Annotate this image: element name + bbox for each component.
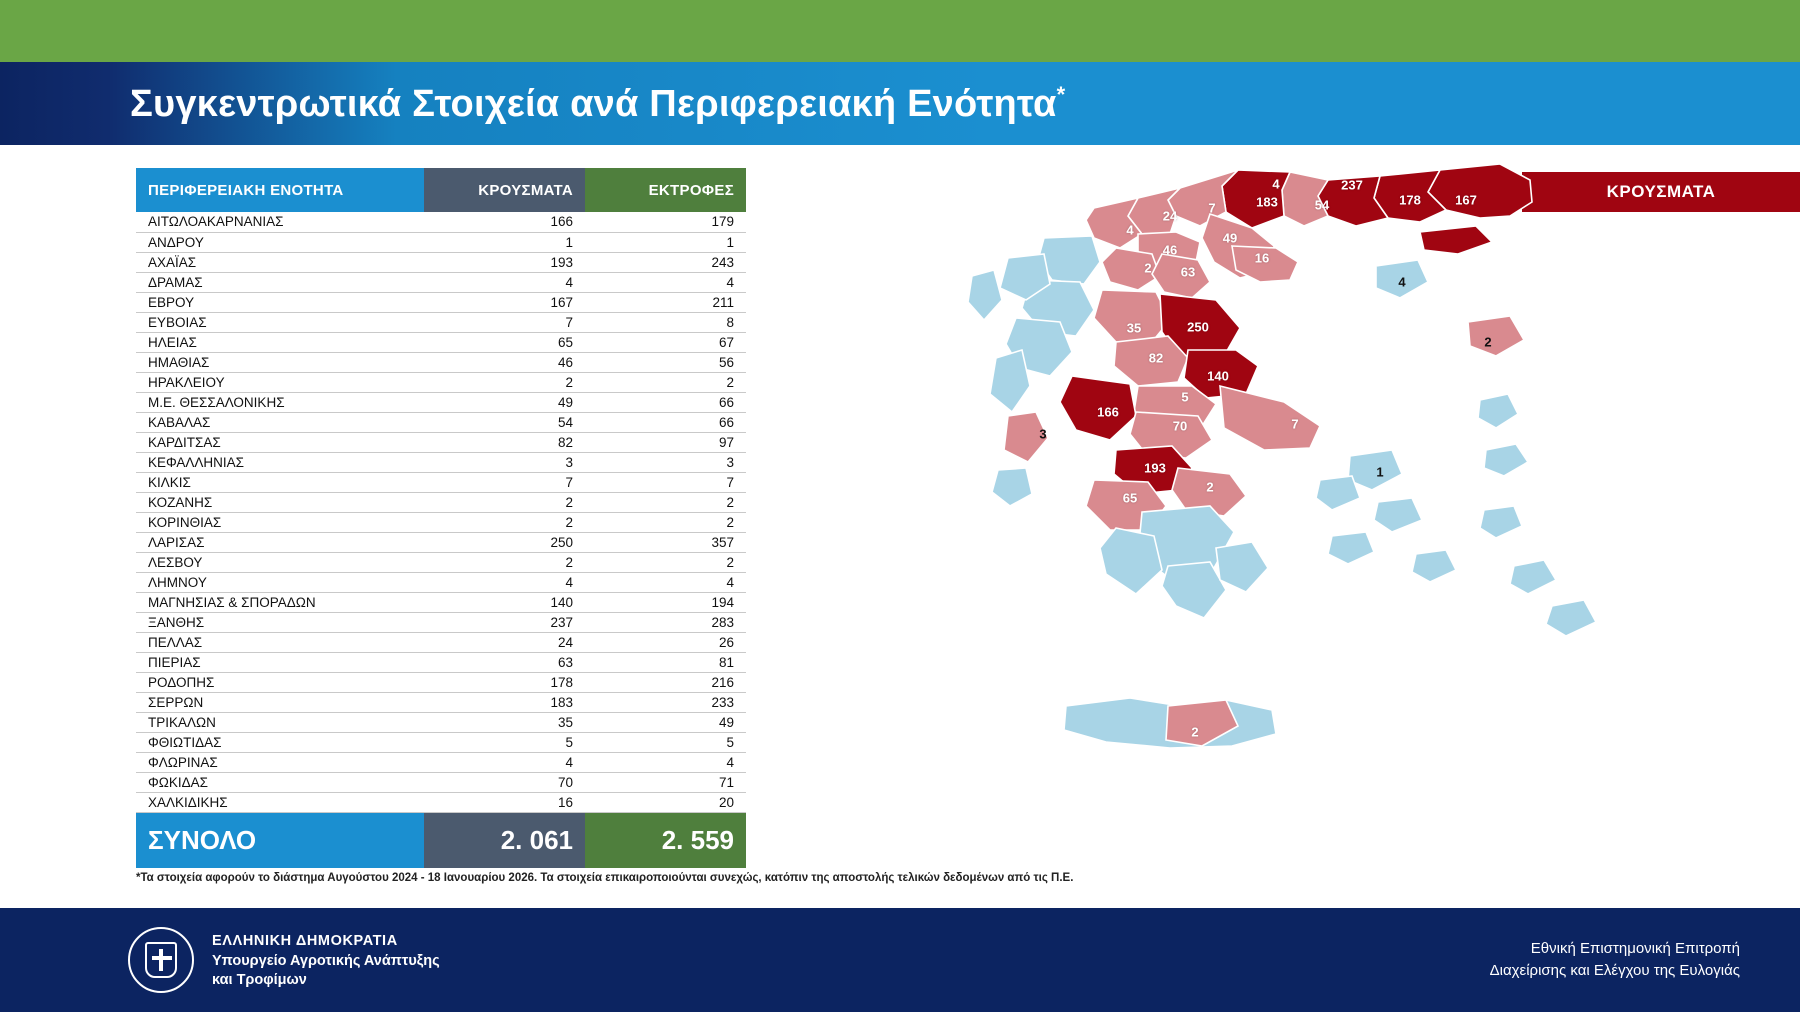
map-value-label: 1	[1376, 464, 1384, 480]
cell-farms: 7	[585, 472, 746, 492]
map-value-label: 237	[1341, 177, 1363, 193]
cell-farms: 216	[585, 672, 746, 692]
page-title-asterisk: *	[1056, 81, 1066, 107]
table-row	[136, 592, 746, 612]
map-value-label: 167	[1455, 192, 1477, 208]
table-row	[136, 552, 746, 572]
region-evvoias	[1220, 386, 1320, 450]
region-lefkadas	[990, 350, 1030, 412]
table-row	[136, 332, 746, 352]
cell-region: ΛΕΣΒΟΥ	[136, 552, 424, 572]
region-dodekanisou-a	[1480, 506, 1522, 538]
map-value-label: 250	[1187, 319, 1209, 335]
map-value-label: 193	[1144, 460, 1166, 476]
cell-farms: 211	[585, 292, 746, 312]
cell-farms: 283	[585, 612, 746, 632]
cell-cases: 178	[424, 672, 585, 692]
region-kykladon-a	[1316, 476, 1360, 510]
cell-region: ΛΑΡΙΣΑΣ	[136, 532, 424, 552]
cell-cases: 167	[424, 292, 585, 312]
cell-cases: 70	[424, 772, 585, 792]
page-title-text: Συγκεντρωτικά Στοιχεία ανά Περιφερειακή Ενότητα	[130, 82, 1057, 125]
map-value-label: 24	[1162, 208, 1178, 224]
table-row	[136, 712, 746, 732]
table-row	[136, 232, 746, 252]
cell-cases: 2	[424, 372, 585, 392]
map-value-label: 54	[1314, 197, 1330, 213]
cell-region: ΚΟΖΑΝΗΣ	[136, 492, 424, 512]
cell-region: ΞΑΝΘΗΣ	[136, 612, 424, 632]
region-androu	[1348, 450, 1402, 490]
table-row	[136, 492, 746, 512]
map-value-label: 70	[1172, 418, 1188, 434]
cell-cases: 166	[424, 212, 585, 232]
table-row	[136, 372, 746, 392]
cell-region: ΕΒΡΟΥ	[136, 292, 424, 312]
table-row	[136, 732, 746, 752]
emblem-circle	[128, 927, 194, 993]
table-header-row	[136, 168, 746, 212]
table-row	[136, 752, 746, 772]
table-row	[136, 252, 746, 272]
map-value-label: 7	[1291, 416, 1299, 432]
cell-farms: 4	[585, 272, 746, 292]
cell-farms: 8	[585, 312, 746, 332]
cell-cases: 1	[424, 232, 585, 252]
footnote: *Τα στοιχεία αφορούν το διάστημα Αυγούστου 2024 - 18 Ιανουαρίου 2026. Τα στοιχεία επικαιροποιούνται συνεχώς, κατόπιν της αποστολής τελικών δεδομένων από τις Π.Ε.	[136, 872, 1074, 884]
cell-cases: 16	[424, 792, 585, 812]
map-value-label: 2	[1484, 334, 1492, 350]
cell-farms: 67	[585, 332, 746, 352]
cell-region: ΛΗΜΝΟΥ	[136, 572, 424, 592]
cell-cases: 5	[424, 732, 585, 752]
cell-farms: 2	[585, 512, 746, 532]
table-row	[136, 292, 746, 312]
cell-farms: 71	[585, 772, 746, 792]
table-row	[136, 392, 746, 412]
table-row	[136, 672, 746, 692]
cell-region: ΦΛΩΡΙΝΑΣ	[136, 752, 424, 772]
page-footer	[0, 908, 1800, 1012]
region-argolidas	[1216, 542, 1268, 592]
cell-region: ΗΛΕΙΑΣ	[136, 332, 424, 352]
cell-region: ΤΡΙΚΑΛΩΝ	[136, 712, 424, 732]
cell-region: ΦΩΚΙΔΑΣ	[136, 772, 424, 792]
cell-cases: 3	[424, 452, 585, 472]
map-value-label: 178	[1399, 192, 1421, 208]
cell-farms: 3	[585, 452, 746, 472]
cell-cases: 2	[424, 492, 585, 512]
cell-cases: 46	[424, 352, 585, 372]
column-header-farms: ΕΚΤΡΟΦΕΣ	[585, 168, 746, 212]
table-row	[136, 632, 746, 652]
title-bar	[0, 62, 1800, 145]
cell-region: ΑΝΔΡΟΥ	[136, 232, 424, 252]
table-row	[136, 212, 746, 232]
cell-cases: 24	[424, 632, 585, 652]
cell-cases: 54	[424, 412, 585, 432]
cell-region: ΣΕΡΡΩΝ	[136, 692, 424, 712]
table-row	[136, 272, 746, 292]
map-value-label: 63	[1180, 264, 1196, 280]
map-value-label: 16	[1254, 250, 1270, 266]
cell-cases: 193	[424, 252, 585, 272]
ministry-line-3: και Τροφίμων	[212, 972, 307, 989]
cell-farms: 194	[585, 592, 746, 612]
cell-region: ΗΜΑΘΙΑΣ	[136, 352, 424, 372]
table-row	[136, 452, 746, 472]
map-value-label: 4	[1398, 274, 1406, 290]
legend-label: ΚΡΟΥΣΜΑΤΑ	[1606, 182, 1716, 201]
cell-cases: 63	[424, 652, 585, 672]
cell-region: ΚΙΛΚΙΣ	[136, 472, 424, 492]
table-row	[136, 652, 746, 672]
cell-cases: 35	[424, 712, 585, 732]
committee-block	[1490, 938, 1740, 982]
cell-region: ΦΘΙΩΤΙΔΑΣ	[136, 732, 424, 752]
cell-farms: 243	[585, 252, 746, 272]
cell-cases: 49	[424, 392, 585, 412]
table-total-row	[136, 812, 746, 868]
cell-region: ΜΑΓΝΗΣΙΑΣ & ΣΠΟΡΑΔΩΝ	[136, 592, 424, 612]
region-zakynthou	[992, 468, 1032, 506]
table-row	[136, 472, 746, 492]
map-value-label: 4	[1126, 222, 1134, 238]
cell-farms: 5	[585, 732, 746, 752]
table-row	[136, 412, 746, 432]
table-row	[136, 612, 746, 632]
top-green-bar	[0, 0, 1800, 62]
cell-cases: 7	[424, 472, 585, 492]
cell-cases: 2	[424, 552, 585, 572]
cell-farms: 97	[585, 432, 746, 452]
region-samou	[1484, 444, 1528, 476]
summary-table-wrapper	[136, 168, 746, 868]
map-value-label: 65	[1122, 490, 1138, 506]
ministry-block	[212, 932, 440, 991]
page-title	[130, 82, 1065, 126]
cell-cases: 140	[424, 592, 585, 612]
cell-farms: 66	[585, 412, 746, 432]
table-row	[136, 792, 746, 812]
table-foot	[136, 812, 746, 868]
cell-region: ΧΑΛΚΙΔΙΚΗΣ	[136, 792, 424, 812]
committee-line-1: Εθνική Επιστημονική Επιτροπή	[1530, 940, 1740, 957]
greece-map-svg	[880, 150, 1780, 870]
cell-region: ΚΕΦΑΛΛΗΝΙΑΣ	[136, 452, 424, 472]
committee-line-2: Διαχείρισης και Ελέγχου της Ευλογιάς	[1489, 961, 1740, 979]
map-value-label: 2	[1144, 260, 1152, 276]
region-chiou	[1478, 394, 1518, 428]
cell-farms: 2	[585, 492, 746, 512]
region-lesvou	[1468, 316, 1524, 356]
map-value-label: 82	[1148, 350, 1164, 366]
table-head	[136, 168, 746, 212]
greek-republic-emblem-icon	[128, 927, 194, 993]
cell-farms: 1	[585, 232, 746, 252]
column-header-region: ΠΕΡΙΦΕΡΕΙΑΚΗ ΕΝΟΤΗΤΑ	[136, 168, 424, 212]
cell-farms: 233	[585, 692, 746, 712]
ministry-line-2: Υπουργείο Αγροτικής Ανάπτυξης	[212, 952, 440, 969]
summary-table	[136, 168, 746, 868]
table-row	[136, 512, 746, 532]
cell-cases: 237	[424, 612, 585, 632]
cell-cases: 250	[424, 532, 585, 552]
map-value-label: 5	[1181, 389, 1189, 405]
column-header-cases: ΚΡΟΥΣΜΑΤΑ	[424, 168, 585, 212]
table-row	[136, 532, 746, 552]
cell-region: ΚΑΒΑΛΑΣ	[136, 412, 424, 432]
cell-cases: 4	[424, 572, 585, 592]
total-farms: 2. 559	[585, 812, 746, 868]
greece-map	[880, 150, 1780, 870]
map-value-label: 3	[1039, 426, 1047, 442]
cell-region: ΠΕΛΛΑΣ	[136, 632, 424, 652]
map-value-label: 46	[1162, 242, 1178, 258]
region-kykladon-c	[1328, 532, 1374, 564]
map-value-label: 35	[1126, 320, 1142, 336]
region-dodekanisou-c	[1546, 600, 1596, 636]
region-kykladon-d	[1412, 550, 1456, 582]
cell-cases: 7	[424, 312, 585, 332]
cell-farms: 4	[585, 752, 746, 772]
ministry-line-1: ΕΛΛΗΝΙΚΗ ΔΗΜΟΚΡΑΤΙΑ	[212, 933, 398, 949]
cell-farms: 20	[585, 792, 746, 812]
map-value-label: 140	[1207, 368, 1229, 384]
map-value-label: 183	[1256, 194, 1278, 210]
cell-region: ΕΥΒΟΙΑΣ	[136, 312, 424, 332]
map-value-label: 2	[1191, 724, 1199, 740]
table-row	[136, 692, 746, 712]
region-kykladon-b	[1374, 498, 1422, 532]
cell-region: ΠΙΕΡΙΑΣ	[136, 652, 424, 672]
table-row	[136, 572, 746, 592]
cell-farms: 56	[585, 352, 746, 372]
region-thasou	[1420, 226, 1492, 254]
cell-farms: 66	[585, 392, 746, 412]
cell-region: ΔΡΑΜΑΣ	[136, 272, 424, 292]
region-messinias	[1100, 528, 1162, 594]
table-row	[136, 432, 746, 452]
cell-cases: 82	[424, 432, 585, 452]
map-value-label: 2	[1206, 479, 1214, 495]
map-value-label: 7	[1208, 200, 1216, 216]
cell-farms: 81	[585, 652, 746, 672]
map-value-label: 4	[1272, 176, 1280, 192]
region-dodekanisou-b	[1510, 560, 1556, 594]
map-value-label: 49	[1222, 230, 1238, 246]
region-kerkyras	[968, 270, 1002, 320]
cell-cases: 183	[424, 692, 585, 712]
cell-farms: 49	[585, 712, 746, 732]
region-lakonias	[1162, 562, 1226, 618]
cell-farms: 2	[585, 372, 746, 392]
cell-cases: 65	[424, 332, 585, 352]
total-label: ΣΥΝΟΛΟ	[136, 812, 424, 868]
cell-region: Μ.Ε. ΘΕΣΣΑΛΟΝΙΚΗΣ	[136, 392, 424, 412]
table-body	[136, 212, 746, 812]
cell-farms: 4	[585, 572, 746, 592]
emblem-cross-shield	[145, 942, 177, 978]
cell-region: ΡΟΔΟΠΗΣ	[136, 672, 424, 692]
cell-farms: 357	[585, 532, 746, 552]
cell-farms: 179	[585, 212, 746, 232]
table-row	[136, 312, 746, 332]
table-row	[136, 772, 746, 792]
cell-cases: 4	[424, 752, 585, 772]
cell-region: ΚΟΡΙΝΘΙΑΣ	[136, 512, 424, 532]
cell-region: ΗΡΑΚΛΕΙΟΥ	[136, 372, 424, 392]
total-cases: 2. 061	[424, 812, 585, 868]
cell-region: ΑΧΑΪΑΣ	[136, 252, 424, 272]
cell-farms: 2	[585, 552, 746, 572]
cell-farms: 26	[585, 632, 746, 652]
cell-region: ΑΙΤΩΛΟΑΚΑΡΝΑΝΙΑΣ	[136, 212, 424, 232]
cell-cases: 4	[424, 272, 585, 292]
cell-cases: 2	[424, 512, 585, 532]
map-value-label: 166	[1097, 404, 1119, 420]
cell-region: ΚΑΡΔΙΤΣΑΣ	[136, 432, 424, 452]
table-row	[136, 352, 746, 372]
